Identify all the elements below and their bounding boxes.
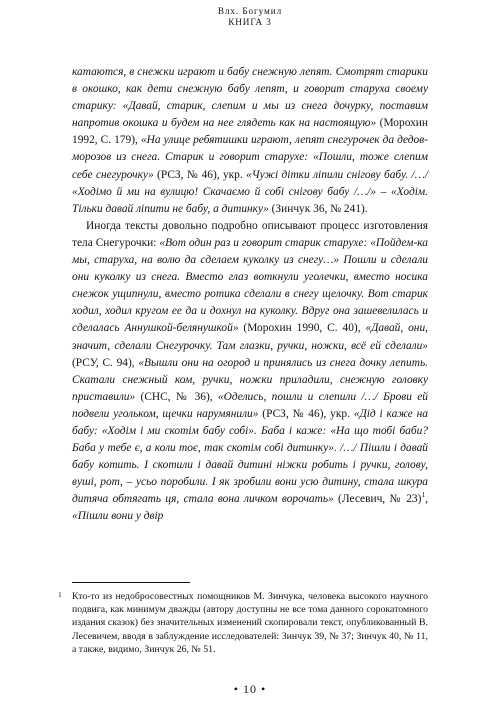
main-text — [72, 64, 428, 526]
plain-text: Иногда тексты довольно подробно описывают процесс изготовления тела Снегурочки: — [72, 219, 428, 249]
footnote — [58, 590, 428, 656]
quote-text: «Дід і каже на бабу: «Ходім і ми скотім бабу собі». Баба і каже: «На що тобі баби? Баба у тебе є, а коли тоє, так скотім собі дитинку». /…/ Пішли і давай бабу котить. І скотили і давай дитині ніжки робить і ручки, голову, вуші, рот, – усьо поробили. І як зробили вони усю дитину, стала шкура дитяча обтягать ця, стала вона личком ворочать» — [72, 407, 428, 506]
footnote-marker: 1 — [58, 590, 62, 599]
quote-text: «Чужі дітки ліпили снігову бабу. /…/ «Ходімо й ми на вулицю! Скачаємо й собі снігову бабу /…/» – «Ходім. Тільки давай ліпити не бабу, а дитинку» — [72, 168, 428, 215]
plain-text: (Зинчук 36, № 241). — [268, 202, 368, 215]
quote-text: «Давай, они, значит, сделали Снегурочку. Там глазки, ручки, ножки, всё ей сделали» — [72, 322, 429, 352]
quote-text: «Пішли вони у двір — [72, 510, 164, 523]
header-author: Влх. Богумил — [217, 6, 283, 16]
header-book: КНИГА 3 — [228, 17, 272, 27]
plain-text: (РСЗ, № 46), укр. — [153, 168, 247, 181]
footnote-rule — [72, 582, 190, 583]
plain-text: (Лесевич, № 23) — [333, 493, 422, 506]
footnote-reference: 1 — [421, 490, 426, 500]
paragraph-1 — [72, 64, 428, 218]
plain-text: (Морохин 1990, С. 40), — [238, 322, 366, 335]
paragraph-2 — [72, 218, 428, 526]
plain-text: (РСУ, С. 94), — [72, 356, 139, 369]
quote-text: «Оделись, пошли и слепили /…/ Брови ей подвели угольком, щечки нарумянили» — [72, 390, 428, 420]
quote-text: катаются, в снежки играют и бабу снежную лепят. Смотрят старики в окошко, как дети снежную бабу лепят, и говорит старуха своему старику: «Давай, старик, слепим и мы из снега дочурку, поставим напротив окошка и будем на нее глядеть как на настоящую» — [72, 66, 428, 130]
quote-text: «На улице ребятишки играют, лепят снегурочек да дедов-морозов из снега. Старик и говорит старухе: «Пошли, тоже слепим себе снегурочку» — [72, 134, 428, 181]
page-number: • 10 • — [233, 682, 267, 696]
footnote-text: Кто-то из недобросовестных помощников М. Зинчука, человека высокого научного подвига, как минимум дважды (автору доступны не все тома данного сорокатомного издания сказок) без значительных изменений скопировали текст, опубликованный В. Лесевичем, вводя в заблуждение исследователей: Зинчук 39, № 37; Зинчук 40, № 11, а также, видимо, Зинчук 26, № 51. — [72, 591, 428, 655]
plain-text: (РСЗ, № 46), укр. — [258, 407, 354, 420]
plain-text: (СНС, № 36), — [135, 390, 218, 403]
running-header — [0, 6, 500, 28]
quote-text: «Вот один раз и говорит старик старухе: «Пойдем-ка мы, старуха, на волю да сделаем куколку из снегу…» Пошли и сделали они куколку из снега. Вместо глаз воткнули уголечки, вместо носика снежок ущипнули, вместо ротика сделали в снегу щелочку. Вот старик ходил, ходил кругом ее да и дохнул на куколку. Вдруг она зашевелилась и сделалась Аннушкой-белянушкой» — [72, 236, 428, 335]
plain-text: , — [425, 493, 428, 506]
quote-text: «Вышли они на огород и принялись из снега дочку лепить. Скатали снежный ком, ручки, ножки приладили, снежную головку приставили» — [72, 356, 428, 403]
plain-text: (Морохин 1992, С. 179), — [72, 117, 428, 147]
